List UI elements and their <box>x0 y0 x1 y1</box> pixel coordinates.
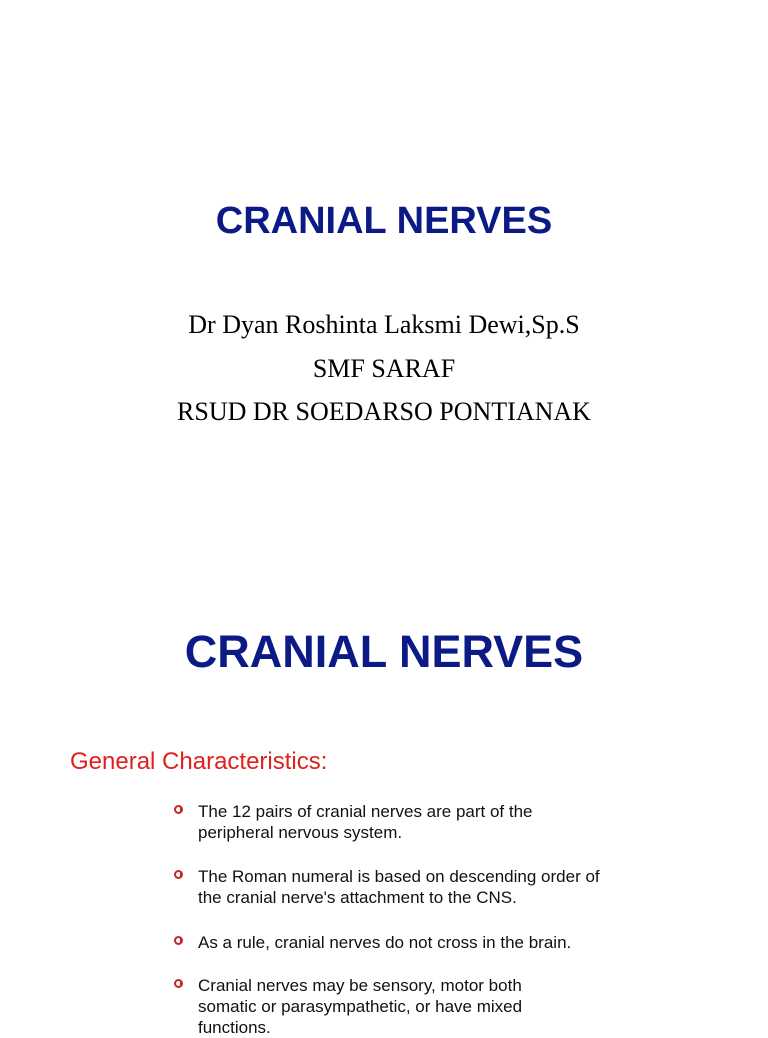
slide1-title: CRANIAL NERVES <box>215 200 553 242</box>
bullet-icon <box>174 870 183 879</box>
author-name: Dr Dyan Roshinta Laksmi Dewi,Sp.S <box>188 310 580 339</box>
slide2-title: CRANIAL NERVES <box>184 626 584 677</box>
bullet-item: As a rule, cranial nerves do not cross in the brain. <box>174 932 654 953</box>
author-department: SMF SARAF <box>312 354 456 383</box>
bullet-item: The 12 pairs of cranial nerves are part of the peripheral nervous system. <box>174 801 574 843</box>
bullet-icon <box>174 936 183 945</box>
slide2-subtitle: General Characteristics: <box>70 748 328 775</box>
author-hospital: RSUD DR SOEDARSO PONTIANAK <box>177 397 591 426</box>
bullet-item: Cranial nerves may be sensory, motor both somatic or parasympathetic, or have mixed functions. <box>174 975 564 1038</box>
bullet-item: The Roman numeral is based on descending order of the cranial nerve's attachment to the CNS. <box>174 866 624 908</box>
bullet-icon <box>174 805 183 814</box>
bullet-icon <box>174 979 183 988</box>
